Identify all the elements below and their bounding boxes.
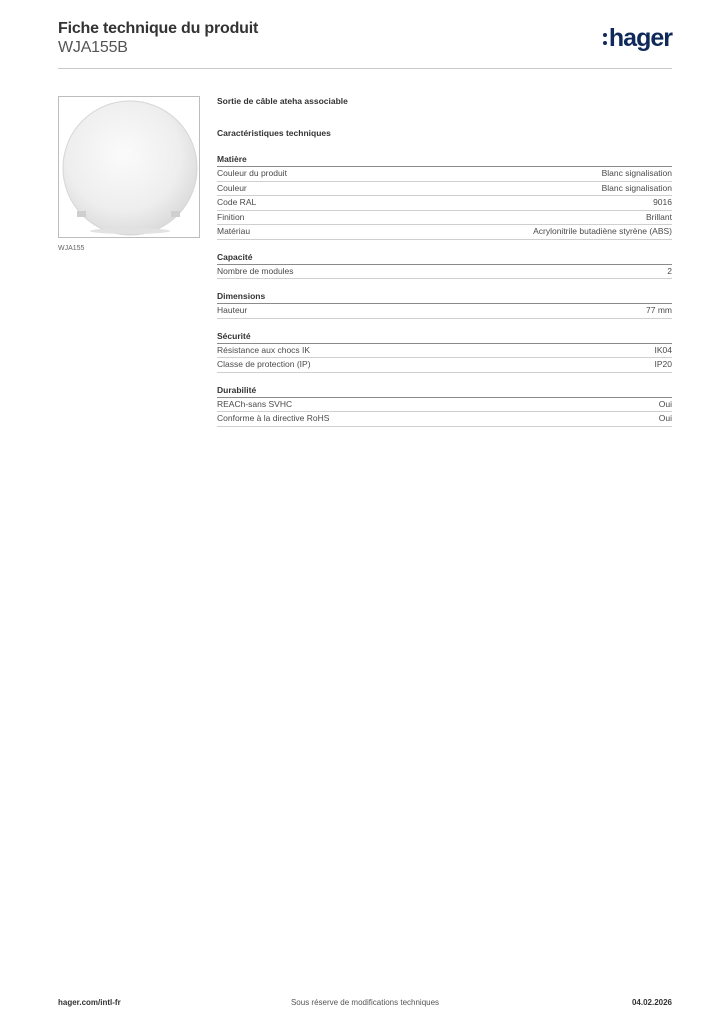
product-reference: WJA155B (58, 39, 128, 56)
spec-value: Oui (658, 413, 672, 423)
product-image (58, 96, 200, 238)
spec-groups (217, 154, 672, 427)
spec-panel (217, 96, 672, 427)
spec-row (217, 196, 672, 211)
spec-label: Résistance aux chocs IK (217, 344, 311, 355)
spec-value: 9016 (653, 197, 672, 207)
spec-row (217, 344, 672, 359)
spec-label: Finition (217, 211, 245, 222)
spec-label: Conforme à la directive RoHS (217, 413, 330, 423)
spec-value: Blanc signalisation (601, 168, 672, 178)
spec-label: Couleur (217, 182, 247, 193)
spec-value: IP20 (654, 359, 672, 369)
intro-text: Sortie de câble ateha associable (217, 96, 348, 106)
section-title: Caractéristiques techniques (217, 128, 331, 138)
page-header (58, 20, 672, 70)
spec-row (217, 304, 672, 319)
spec-group-title: Matière (217, 154, 672, 167)
header-divider (58, 68, 672, 69)
spec-value: Oui (658, 398, 672, 409)
hager-logo[interactable] (603, 24, 672, 53)
footer-notice: Sous réserve de modifications techniques (290, 998, 440, 1007)
product-image-caption: WJA155 (58, 245, 85, 252)
spec-row (217, 211, 672, 226)
spec-group-title: Dimensions (217, 291, 672, 304)
spec-label: Code RAL (217, 197, 257, 207)
page-title: Fiche technique du produit (58, 20, 259, 37)
spec-value: 77 mm (646, 305, 672, 315)
logo-dots-icon (603, 33, 607, 45)
spec-group-title: Sécurité (217, 331, 672, 344)
spec-value: Brillant (646, 211, 672, 222)
spec-label: Matériau (217, 226, 251, 236)
spec-row (217, 412, 672, 427)
spec-row (217, 182, 672, 197)
spec-label: Couleur du produit (217, 168, 287, 178)
spec-label: Classe de protection (IP) (217, 359, 311, 369)
logo-text: hager (608, 24, 672, 52)
spec-label: REACh-sans SVHC (217, 398, 293, 409)
footer-date: 04.02.2026 (631, 998, 672, 1007)
spec-value: IK04 (654, 344, 672, 355)
spec-group-title: Durabilité (217, 385, 672, 398)
spec-row (217, 398, 672, 413)
spec-value: Blanc signalisation (601, 182, 672, 193)
spec-row (217, 265, 672, 280)
spec-row (217, 358, 672, 373)
spec-value: Acrylonitrile butadiène styrène (ABS) (533, 226, 672, 236)
spec-group-title: Capacité (217, 252, 672, 265)
spec-row (217, 167, 672, 182)
spec-row (217, 225, 672, 240)
spec-value: 2 (667, 265, 672, 276)
round-cover-cap-icon (59, 97, 199, 237)
spec-label: Nombre de modules (217, 265, 294, 276)
footer-website-link[interactable]: hager.com/intl-fr (58, 998, 121, 1007)
spec-label: Hauteur (217, 305, 248, 315)
